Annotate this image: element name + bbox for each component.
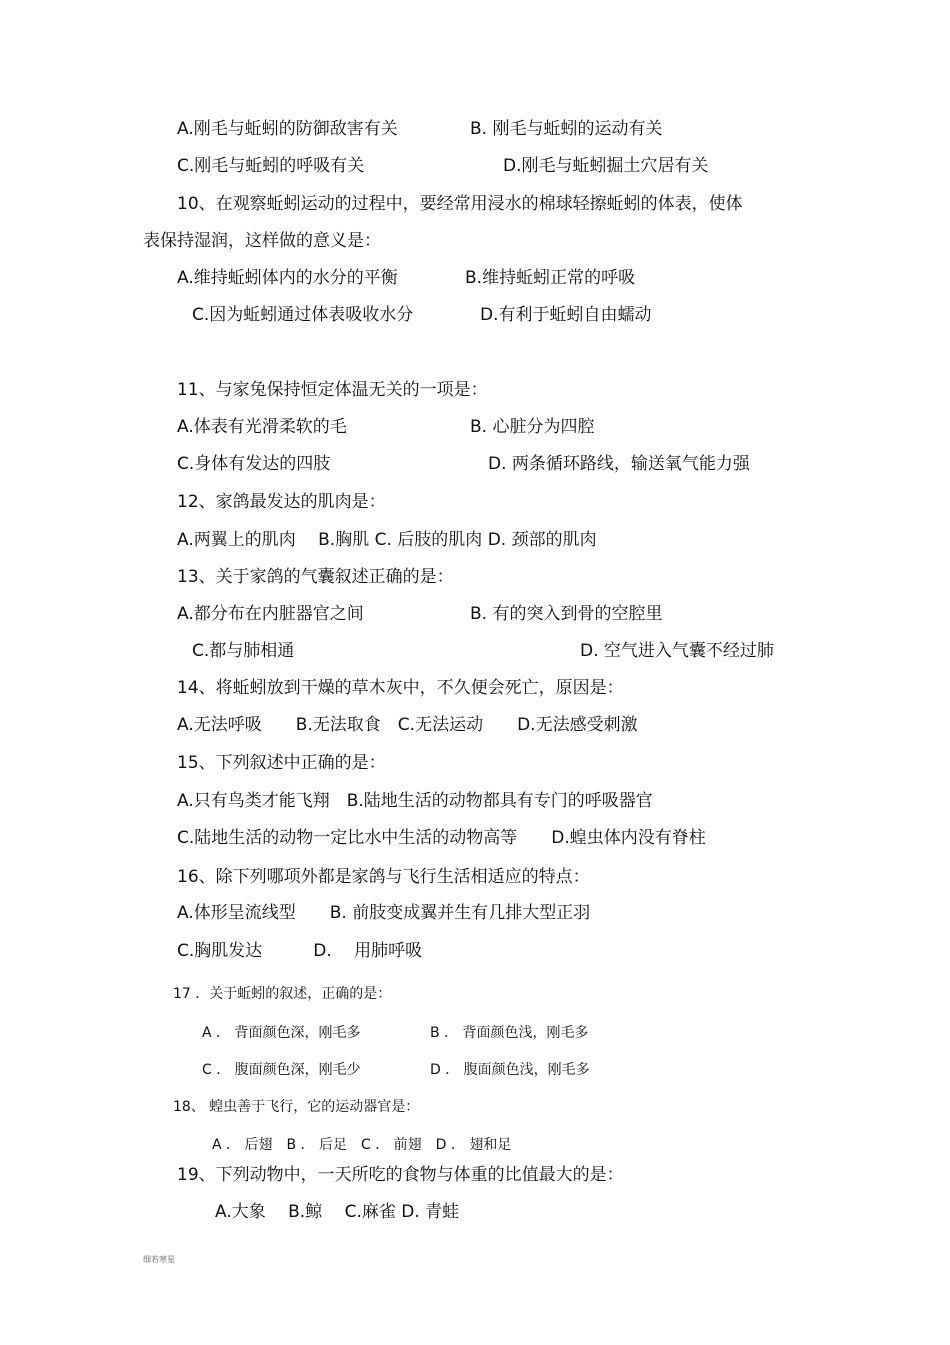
q11-option-a: A.体表有光滑柔软的毛	[177, 417, 347, 437]
q13-option-d: D. 空气进入气囊不经过肺	[580, 641, 774, 661]
q17-option-b: B ． 背面颜色浅，刚毛多	[430, 1025, 589, 1041]
q15-options-cd: C.陆地生活的动物一定比水中生活的动物高等 D.蝗虫体内没有脊柱	[177, 828, 706, 848]
q12-options: A.两翼上的肌肉 B.胸肌 C. 后肢的肌肉 D. 颈部的肌肉	[177, 530, 597, 550]
q17-option-c: C ． 腹面颜色深，刚毛少	[202, 1062, 361, 1078]
q13-stem: 13、关于家鸽的气囊叙述正确的是：	[177, 567, 454, 587]
q12-stem: 12、家鸽最发达的肌肉是：	[177, 492, 386, 512]
q19-options: A.大象 B.鲸 C.麻雀 D. 青蛙	[215, 1202, 460, 1222]
q9-option-a: A.刚毛与蚯蚓的防御敌害有关	[177, 119, 398, 139]
q16-options-cd: C.胸肌发达 D. 用肺呼吸	[177, 941, 423, 961]
q18-options: A ． 后翅 B ． 后足 C ． 前翅 D ． 翅和足	[212, 1137, 512, 1153]
q10-stem-line-1: 10、在观察蚯蚓运动的过程中，要经常用浸水的棉球轻擦蚯蚓的体表，使体	[177, 194, 743, 214]
q10-option-a: A.维持蚯蚓体内的水分的平衡	[177, 268, 398, 288]
footer-text: 细若寒星	[143, 1255, 175, 1264]
q11-stem: 11、与家兔保持恒定体温无关的一项是：	[177, 380, 488, 400]
q15-stem: 15、下列叙述中正确的是：	[177, 753, 386, 773]
q14-options: A.无法呼吸 B.无法取食 C.无法运动 D.无法感受刺激	[177, 715, 638, 735]
q11-option-c: C.身体有发达的四肢	[177, 454, 331, 474]
q19-stem: 19、下列动物中，一天所吃的食物与体重的比值最大的是：	[177, 1165, 624, 1185]
q13-option-c: C.都与肺相通	[192, 641, 295, 661]
q17-option-a: A ． 背面颜色深，刚毛多	[202, 1025, 361, 1041]
q16-stem: 16、除下列哪项外都是家鸽与飞行生活相适应的特点：	[177, 867, 590, 887]
q17-stem: 17 ．关于蚯蚓的叙述，正确的是：	[173, 986, 392, 1002]
q17-option-d: D ． 腹面颜色浅，刚毛多	[430, 1062, 590, 1078]
q9-option-c: C.刚毛与蚯蚓的呼吸有关	[177, 156, 365, 176]
q15-options-ab: A.只有鸟类才能飞翔 B.陆地生活的动物都具有专门的呼吸器官	[177, 791, 653, 811]
q10-stem-line-2: 表保持湿润，这样做的意义是：	[143, 231, 381, 251]
q11-option-b: B. 心脏分为四腔	[470, 417, 595, 437]
q18-stem: 18、 蝗虫善于飞行，它的运动器官是：	[173, 1099, 420, 1115]
q11-option-d: D. 两条循环路线，输送氧气能力强	[488, 454, 750, 474]
q9-option-d: D.刚毛与蚯蚓掘土穴居有关	[503, 156, 709, 176]
q13-option-a: A.都分布在内脏器官之间	[177, 604, 364, 624]
q13-option-b: B. 有的突入到骨的空腔里	[470, 604, 663, 624]
q10-option-d: D.有利于蚯蚓自由蠕动	[480, 305, 652, 325]
q16-options-ab: A.体形呈流线型 B. 前肢变成翼并生有几排大型正羽	[177, 903, 591, 923]
q9-option-b: B. 刚毛与蚯蚓的运动有关	[470, 119, 663, 139]
q10-option-c: C.因为蚯蚓通过体表吸收水分	[192, 305, 414, 325]
q10-option-b: B.维持蚯蚓正常的呼吸	[465, 268, 636, 288]
q14-stem: 14、将蚯蚓放到干燥的草木灰中，不久便会死亡，原因是：	[177, 678, 624, 698]
